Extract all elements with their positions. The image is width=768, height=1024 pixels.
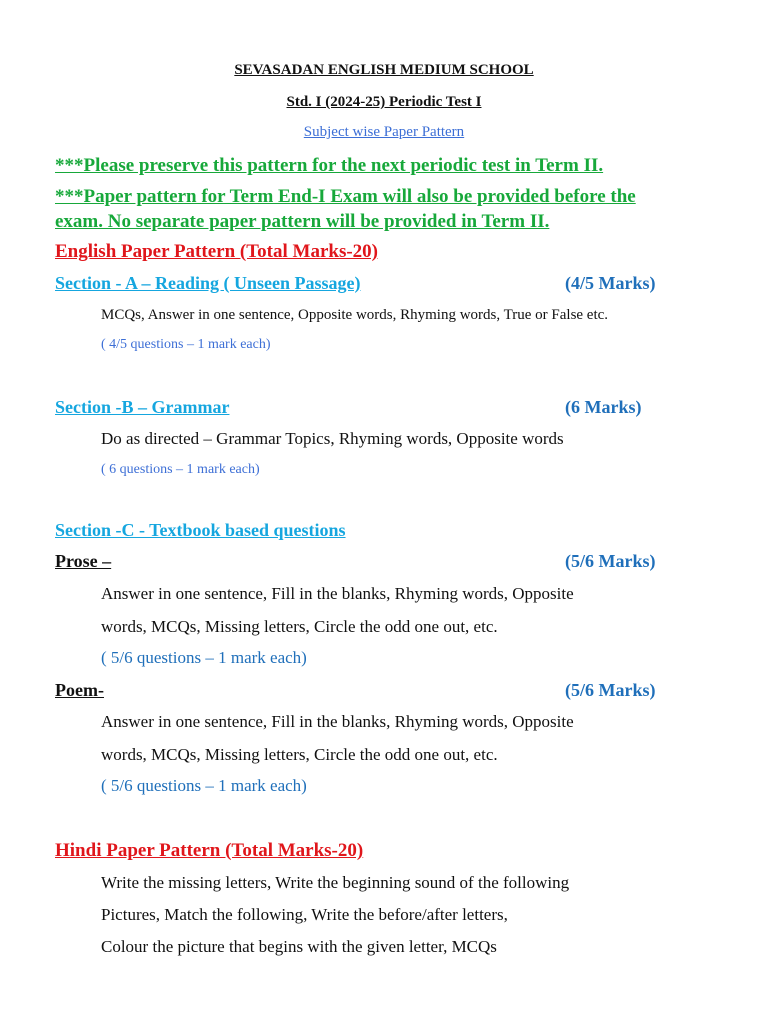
poem-note: ( 5/6 questions – 1 mark each) — [101, 776, 307, 795]
hindi-line-1: Write the missing letters, Write the beginning sound of the following — [101, 873, 570, 892]
poem-line-2: words, MCQs, Missing letters, Circle the odd one out, etc. — [101, 745, 498, 764]
hindi-line-3: Colour the picture that begins with the given letter, MCQs — [101, 937, 497, 956]
section-b-heading: Section -B – Grammar — [55, 397, 230, 417]
note-term-end-line2: exam. No separate paper pattern will be provided in Term II. — [55, 211, 550, 232]
test-title: Std. I (2024-25) Periodic Test I — [286, 94, 482, 110]
note-preserve-pattern: ***Please preserve this pattern for the next periodic test in Term II. — [55, 155, 604, 176]
section-b-note: ( 6 questions – 1 mark each) — [101, 462, 260, 477]
section-a-marks: (4/5 Marks) — [565, 273, 656, 293]
pattern-subtitle: Subject wise Paper Pattern — [303, 124, 465, 140]
prose-marks: (5/6 Marks) — [565, 551, 656, 571]
note-term-end-line1: ***Paper pattern for Term End-I Exam will also be provided before the — [55, 186, 636, 207]
section-c-heading: Section -C - Textbook based questions — [55, 520, 346, 540]
hindi-title: Hindi Paper Pattern (Total Marks-20) — [55, 840, 364, 861]
poem-line-1: Answer in one sentence, Fill in the blanks, Rhyming words, Opposite — [101, 712, 574, 731]
english-title: English Paper Pattern (Total Marks-20) — [55, 241, 378, 262]
poem-label: Poem- — [55, 680, 104, 700]
prose-note: ( 5/6 questions – 1 mark each) — [101, 648, 307, 667]
section-a-description: MCQs, Answer in one sentence, Opposite words, Rhyming words, True or False etc. — [101, 307, 609, 323]
prose-line-2: words, MCQs, Missing letters, Circle the odd one out, etc. — [101, 617, 498, 636]
prose-label: Prose – — [55, 551, 112, 571]
prose-line-1: Answer in one sentence, Fill in the blanks, Rhyming words, Opposite — [101, 584, 574, 603]
hindi-line-2: Pictures, Match the following, Write the before/after letters, — [101, 905, 508, 924]
school-name: SEVASADAN ENGLISH MEDIUM SCHOOL — [234, 62, 534, 78]
poem-marks: (5/6 Marks) — [565, 680, 656, 700]
section-a-heading: Section - A – Reading ( Unseen Passage) — [55, 273, 361, 293]
section-b-description: Do as directed – Grammar Topics, Rhyming words, Opposite words — [101, 429, 564, 448]
section-a-note: ( 4/5 questions – 1 mark each) — [101, 337, 271, 352]
section-b-marks: (6 Marks) — [565, 397, 642, 417]
